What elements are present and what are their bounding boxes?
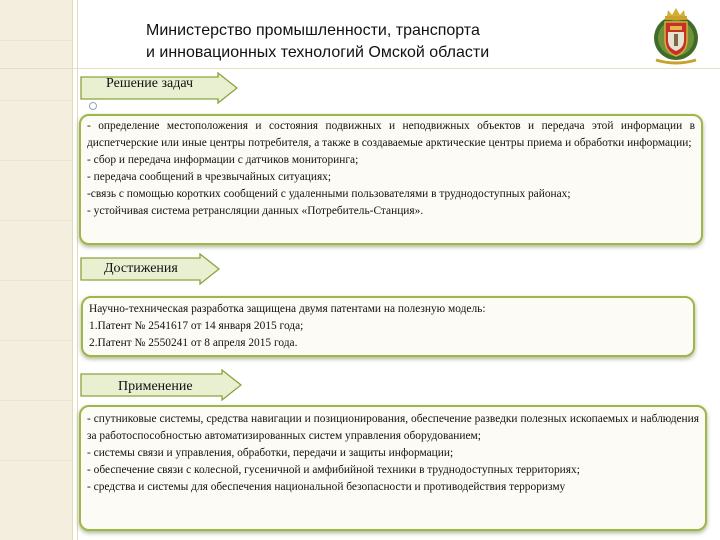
tasks-line-5: - устойчивая система ретрансляции данных «Потребитель-Станция». <box>87 205 424 217</box>
title-line-2: и инновационных технологий Омской области <box>146 44 490 61</box>
application-line-3: - обеспечение связи с колесной, гусеничной и амфибийной техники в труднодоступных территориях; <box>87 464 580 476</box>
tasks-box <box>79 114 703 245</box>
application-line-2: - системы связи и управления, обработки, передачи и защиты информации; <box>87 447 454 459</box>
tasks-line-3: - передача сообщений в чрезвычайных ситуациях; <box>87 171 332 183</box>
tasks-line-4: -связь с помощью коротких сообщений с удаленными пользователями в труднодоступных районах; <box>87 188 571 200</box>
page-title <box>146 20 489 64</box>
achievements-box <box>81 296 695 357</box>
tasks-line-2: - сбор и передача информации с датчиков мониторинга; <box>87 154 359 166</box>
application-line-1: - спутниковые системы, средства навигации и позиционирования, обеспечение разведки полезных ископаемых и наблюдения за работоспособностью автоматизированных систем управления оборудованием; <box>87 413 699 442</box>
left-decorative-panel <box>0 0 73 540</box>
tasks-arrow-label <box>80 72 238 104</box>
tasks-heading: Решение задач <box>106 76 194 91</box>
achievements-line-1: Научно-техническая разработка защищена двумя патентами на полезную модель: <box>89 303 486 315</box>
application-box <box>79 405 707 531</box>
application-arrow-label <box>80 369 242 401</box>
decorative-vertical-line <box>72 0 78 540</box>
application-line-4: - средства и системы для обеспечения национальной безопасности и противодействия терроризму <box>87 481 566 493</box>
achievements-line-3: 2.Патент № 2550241 от 8 апреля 2015 года. <box>89 337 298 349</box>
coat-of-arms-icon <box>648 4 704 66</box>
tasks-line-1: - определение местоположения и состояния подвижных и неподвижных объектов и передача этой информации в диспетчерские или иные центры потребителя, а также в создаваемые арктические центры приема и обработки информации; <box>87 120 695 149</box>
achievements-heading: Достижения <box>104 261 178 276</box>
achievements-line-2: 1.Патент № 2541617 от 14 января 2015 года; <box>89 320 304 332</box>
achievements-arrow-label <box>80 253 220 285</box>
application-heading: Применение <box>118 379 193 394</box>
title-line-1: Министерство промышленности, транспорта <box>146 22 480 39</box>
